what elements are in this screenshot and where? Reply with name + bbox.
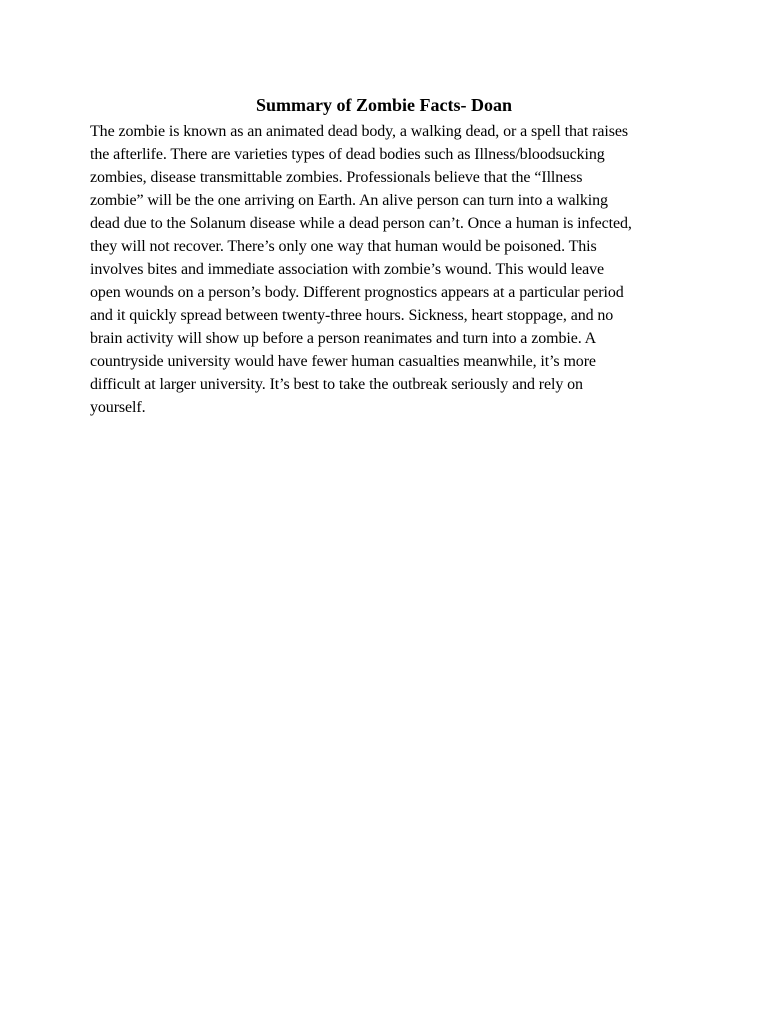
- body-line: involves bites and immediate association with zombie’s wound. This would leave: [90, 261, 605, 278]
- body-line: and it quickly spread between twenty-three hours. Sickness, heart stoppage, and no: [90, 307, 614, 324]
- body-line: dead due to the Solanum disease while a dead person can’t. Once a human is infected,: [90, 215, 632, 232]
- document-title: Summary of Zombie Facts- Doan: [256, 95, 512, 115]
- body-line: The zombie is known as an animated dead body, a walking dead, or a spell that raises: [90, 123, 628, 140]
- body-line: countryside university would have fewer human casualties meanwhile, it’s more: [90, 353, 596, 370]
- body-line: they will not recover. There’s only one way that human would be poisoned. This: [90, 238, 597, 255]
- body-line: open wounds on a person’s body. Different prognostics appears at a particular period: [90, 284, 624, 301]
- body-line: zombie” will be the one arriving on Earth. An alive person can turn into a walking: [90, 192, 608, 209]
- body-line: brain activity will show up before a person reanimates and turn into a zombie. A: [90, 330, 597, 347]
- body-line: yourself.: [90, 399, 146, 416]
- body-line: difficult at larger university. It’s best to take the outbreak seriously and rely on: [90, 376, 583, 393]
- document-body: [90, 120, 690, 419]
- body-line: the afterlife. There are varieties types of dead bodies such as Illness/bloodsucking: [90, 146, 605, 163]
- body-line: zombies, disease transmittable zombies. Professionals believe that the “Illness: [90, 169, 583, 186]
